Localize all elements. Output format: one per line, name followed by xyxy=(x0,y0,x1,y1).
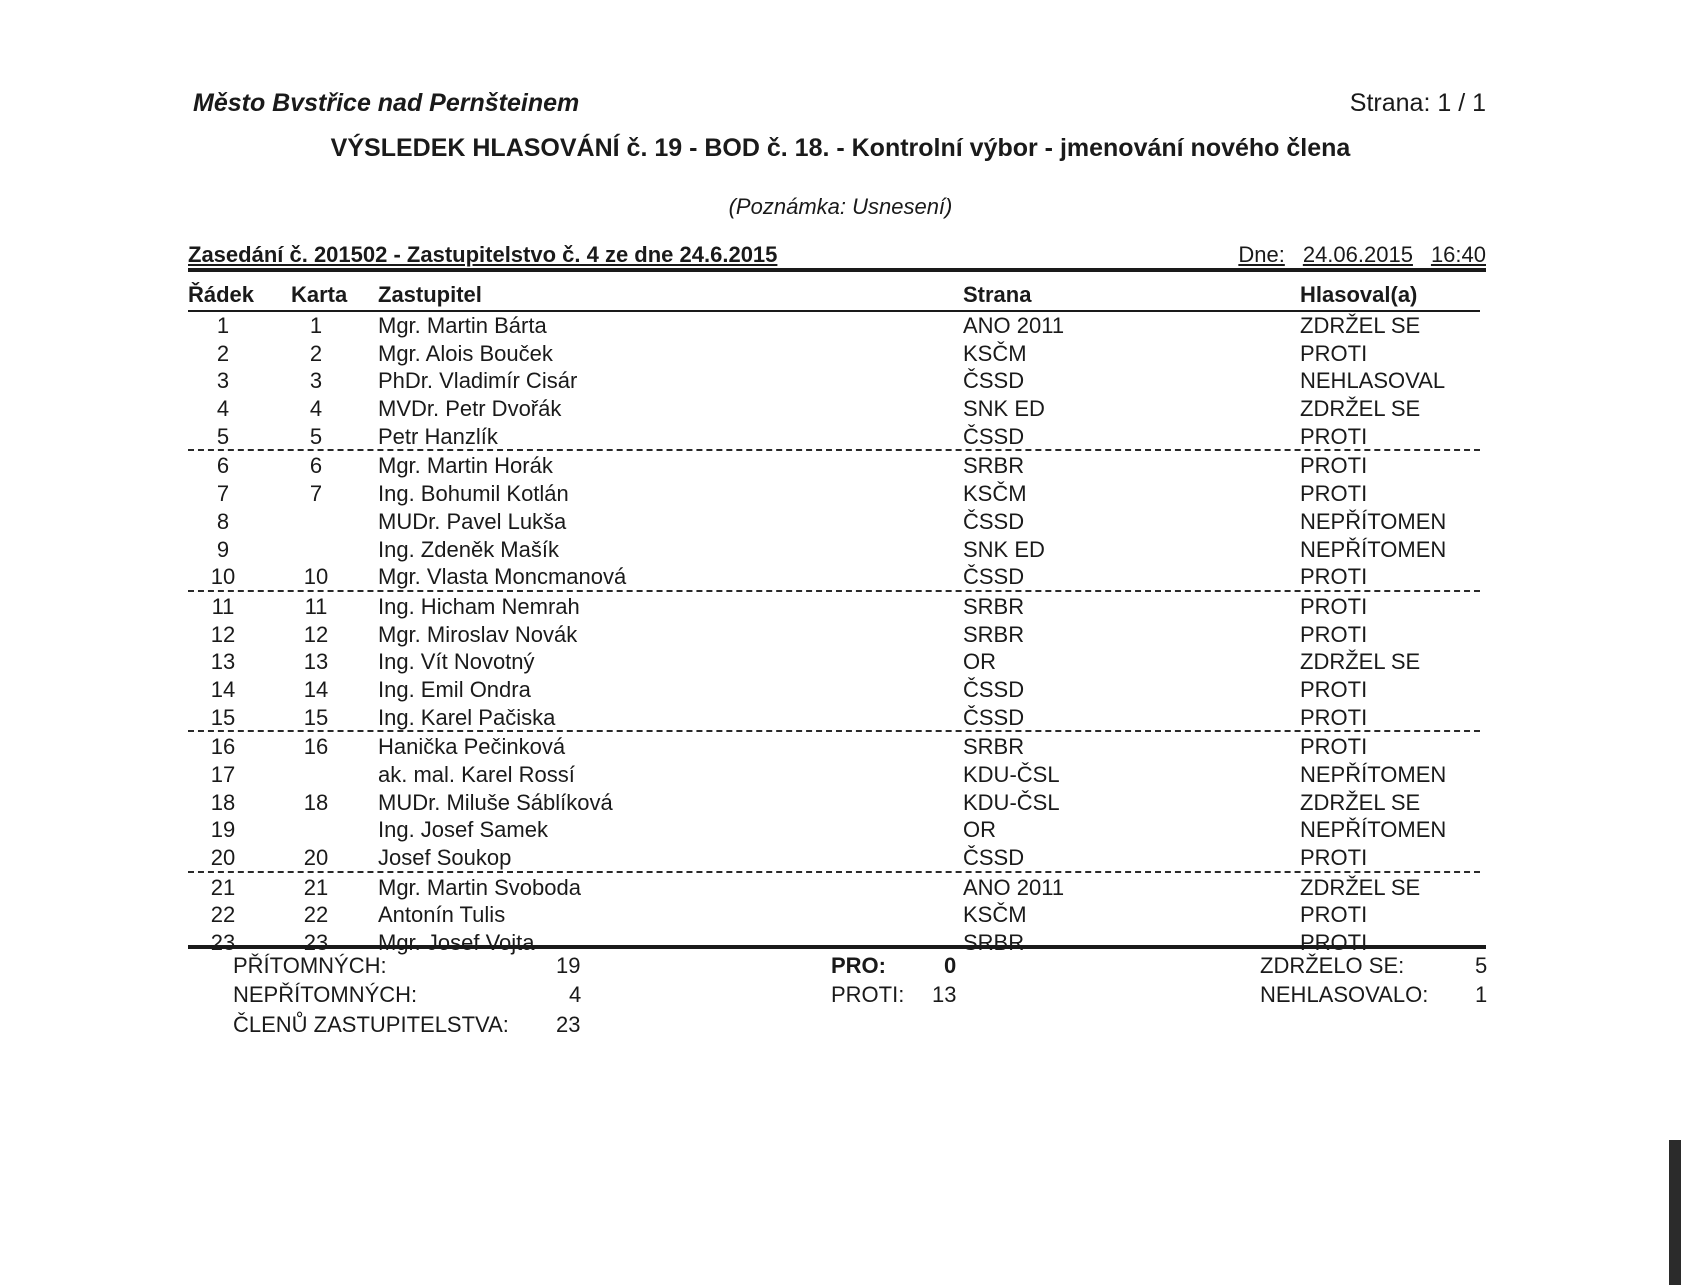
scan-edge-mark xyxy=(1669,1140,1681,1285)
representative-name: Antonín Tulis xyxy=(378,902,506,928)
representative-name: Hanička Pečinková xyxy=(378,734,566,760)
vote: PROTI xyxy=(1300,930,1368,956)
header-strana: Strana xyxy=(963,282,1032,307)
summary-abstain-value: 5 xyxy=(1475,953,1488,978)
row-number: 10 xyxy=(210,564,236,590)
representative-name: Josef Soukop xyxy=(378,845,512,871)
card-number: 11 xyxy=(304,593,328,619)
party: SRBR xyxy=(963,453,1025,479)
party: ČSSD xyxy=(963,423,1025,449)
table-row xyxy=(188,339,1480,367)
party: ČSSD xyxy=(963,368,1025,394)
row-number: 2 xyxy=(216,340,230,366)
table-row xyxy=(188,479,1480,507)
session-line xyxy=(188,242,1486,272)
vote: ZDRŽEL SE xyxy=(1300,313,1421,338)
row-number: 20 xyxy=(210,845,236,871)
row-number: 11 xyxy=(211,593,235,619)
table-row xyxy=(188,311,1480,339)
party: KSČM xyxy=(963,481,1027,507)
party: SRBR xyxy=(963,930,1025,956)
table-row xyxy=(188,394,1480,422)
card-number: 12 xyxy=(303,621,329,647)
party: OR xyxy=(963,649,996,675)
row-number: 8 xyxy=(216,508,230,534)
representative-name: MVDr. Petr Dvořák xyxy=(378,396,562,422)
party: ANO 2011 xyxy=(963,874,1065,900)
representative-name: Mgr. Martin Bárta xyxy=(378,313,547,338)
session-label: Zasedání č. 201502 - Zastupitelstvo č. 4 ze dne 24.6.2015 xyxy=(188,242,778,267)
representative-name: Ing. Josef Samek xyxy=(378,817,548,843)
vote: PROTI xyxy=(1300,593,1368,619)
representative-name: MUDr. Miluše Sáblíková xyxy=(378,789,613,815)
representative-name: Ing. Emil Ondra xyxy=(378,676,531,702)
party: SRBR xyxy=(963,734,1025,760)
card-number: 14 xyxy=(303,676,329,702)
party: ANO 2011 xyxy=(963,313,1065,338)
table-row xyxy=(188,873,1480,901)
row-number: 21 xyxy=(210,874,236,900)
vote: NEPŘÍTOMEN xyxy=(1300,508,1447,534)
representative-name: Mgr. Vlasta Moncmanová xyxy=(378,564,627,590)
card-number: 10 xyxy=(303,564,329,590)
header-zastupitel: Zastupitel xyxy=(378,282,482,307)
representative-name: Ing. Zdeněk Mašík xyxy=(378,536,559,562)
row-number: 4 xyxy=(216,396,230,422)
representative-name: Mgr. Miroslav Novák xyxy=(378,621,578,647)
representative-name: Ing. Vít Novotný xyxy=(378,649,535,675)
party: ČSSD xyxy=(963,676,1025,702)
card-number: 13 xyxy=(303,649,329,675)
party: KDU-ČSL xyxy=(963,762,1060,787)
vote: PROTI xyxy=(1300,734,1368,760)
summary-novote-label: NEHLASOVALO: xyxy=(1260,982,1429,1007)
party: ČSSD xyxy=(963,845,1025,871)
table-row xyxy=(188,760,1480,788)
card-number: 2 xyxy=(309,340,323,366)
session-time: 16:40 xyxy=(1430,242,1486,267)
document-note: (Poznámka: Usnesení) xyxy=(728,194,953,219)
vote: ZDRŽEL SE xyxy=(1300,789,1421,815)
vote: NEPŘÍTOMEN xyxy=(1300,536,1447,562)
representative-name: Petr Hanzlík xyxy=(378,423,498,449)
row-number: 6 xyxy=(216,453,230,479)
card-number: 1 xyxy=(309,313,323,338)
party: SRBR xyxy=(963,621,1025,647)
summary-present-label: PŘÍTOMNÝCH: xyxy=(233,953,387,978)
party: ČSSD xyxy=(963,704,1025,730)
vote: PROTI xyxy=(1300,676,1368,702)
summary-absent-label: NEPŘÍTOMNÝCH: xyxy=(233,982,418,1007)
table-bottom-rule xyxy=(188,945,1486,949)
row-number: 12 xyxy=(210,621,236,647)
table-row xyxy=(188,900,1480,928)
table-row xyxy=(188,366,1480,394)
card-number: 7 xyxy=(309,481,323,507)
vote: PROTI xyxy=(1300,564,1368,590)
header-hlasoval: Hlasoval(a) xyxy=(1300,282,1418,307)
card-number: 22 xyxy=(303,902,329,928)
table-row xyxy=(188,562,1480,592)
representative-name: Mgr. Alois Bouček xyxy=(378,340,553,366)
row-number: 3 xyxy=(216,368,230,394)
row-number: 5 xyxy=(216,423,230,449)
vote: PROTI xyxy=(1300,704,1368,730)
row-number: 18 xyxy=(210,789,236,815)
card-number: 3 xyxy=(309,368,323,394)
representative-name: Ing. Bohumil Kotlán xyxy=(378,481,569,507)
header-radek: Řádek xyxy=(188,282,255,307)
date-label: Dne: xyxy=(1238,242,1285,267)
representative-name: ak. mal. Karel Rossí xyxy=(378,762,575,787)
vote: NEHLASOVAL xyxy=(1300,368,1446,394)
summary-pro-value: 0 xyxy=(944,953,957,978)
table-row xyxy=(188,422,1480,452)
summary-pro-label: PRO: xyxy=(831,953,886,978)
vote: PROTI xyxy=(1300,621,1368,647)
vote: ZDRŽEL SE xyxy=(1300,396,1421,422)
vote: PROTI xyxy=(1300,845,1368,871)
table-row xyxy=(188,815,1480,843)
card-number: 5 xyxy=(309,423,323,449)
party: SNK ED xyxy=(963,536,1045,562)
representative-name: Ing. Hicham Nemrah xyxy=(378,593,580,619)
party: KDU-ČSL xyxy=(963,789,1060,815)
vote: PROTI xyxy=(1300,453,1368,479)
representative-name: Mgr. Josef Vojta xyxy=(378,930,535,956)
row-number: 17 xyxy=(210,762,236,787)
party: OR xyxy=(963,817,996,843)
row-number: 15 xyxy=(210,704,236,730)
header-karta: Karta xyxy=(291,282,348,307)
table-row xyxy=(188,928,1480,956)
row-number: 19 xyxy=(210,817,236,843)
card-number: 18 xyxy=(303,789,329,815)
card-number: 16 xyxy=(303,734,329,760)
session-datetime xyxy=(1238,242,1486,268)
vote: NEPŘÍTOMEN xyxy=(1300,817,1447,843)
vote: PROTI xyxy=(1300,423,1368,449)
card-number: 15 xyxy=(303,704,329,730)
session-date: 24.06.2015 xyxy=(1302,242,1413,267)
table-row xyxy=(188,647,1480,675)
card-number: 21 xyxy=(303,874,329,900)
card-number: 6 xyxy=(309,453,323,479)
vote: ZDRŽEL SE xyxy=(1300,874,1421,900)
table-row xyxy=(188,732,1480,760)
table-row xyxy=(188,451,1480,479)
table-row xyxy=(188,703,1480,733)
row-number: 14 xyxy=(210,676,236,702)
vote: PROTI xyxy=(1300,902,1368,928)
vote: PROTI xyxy=(1300,340,1368,366)
summary-absent-value: 4 xyxy=(569,982,582,1007)
party: ČSSD xyxy=(963,564,1025,590)
card-number: 20 xyxy=(303,845,329,871)
table-header xyxy=(188,282,1480,312)
summary-proti-label: PROTI: xyxy=(831,982,905,1007)
table-row xyxy=(188,675,1480,703)
summary-abstain-label: ZDRŽELO SE: xyxy=(1260,953,1405,978)
page-number: Strana: 1 / 1 xyxy=(1349,89,1486,117)
summary-members-label: ČLENŮ ZASTUPITELSTVA: xyxy=(233,1012,509,1037)
table-row xyxy=(188,507,1480,535)
card-number: 4 xyxy=(309,396,323,422)
representative-name: Mgr. Martin Svoboda xyxy=(378,874,581,900)
row-number: 22 xyxy=(210,902,236,928)
row-number: 7 xyxy=(216,481,230,507)
table-row xyxy=(188,788,1480,816)
document-title: VÝSLEDEK HLASOVÁNÍ č. 19 - BOD č. 18. - Kontrolní výbor - jmenování nového člena xyxy=(330,134,1351,162)
summary-members-value: 23 xyxy=(556,1012,581,1037)
representative-name: Mgr. Martin Horák xyxy=(378,453,553,479)
row-number: 13 xyxy=(210,649,236,675)
party: SRBR xyxy=(963,593,1025,619)
party: KSČM xyxy=(963,340,1027,366)
row-number: 23 xyxy=(210,930,236,956)
table-row xyxy=(188,843,1480,873)
row-number: 1 xyxy=(216,313,230,338)
party: SNK ED xyxy=(963,396,1045,422)
representative-name: MUDr. Pavel Lukša xyxy=(378,508,567,534)
row-number: 9 xyxy=(216,536,230,562)
party: KSČM xyxy=(963,902,1027,928)
representative-name: Ing. Karel Pačiska xyxy=(378,704,556,730)
representative-name: PhDr. Vladimír Cisár xyxy=(378,368,578,394)
row-number: 16 xyxy=(210,734,236,760)
party: ČSSD xyxy=(963,508,1025,534)
vote: PROTI xyxy=(1300,481,1368,507)
summary-novote-value: 1 xyxy=(1475,982,1488,1007)
summary-present-value: 19 xyxy=(556,953,581,978)
table-row xyxy=(188,620,1480,648)
summary-proti-value: 13 xyxy=(932,982,957,1007)
organization-name: Město Bvstřice nad Pernšteinem xyxy=(193,89,580,117)
table-row xyxy=(188,535,1480,563)
table-row xyxy=(188,592,1480,620)
card-number: 23 xyxy=(303,930,329,956)
vote-table-body xyxy=(188,311,1480,956)
vote: ZDRŽEL SE xyxy=(1300,649,1421,675)
vote: NEPŘÍTOMEN xyxy=(1300,762,1447,787)
